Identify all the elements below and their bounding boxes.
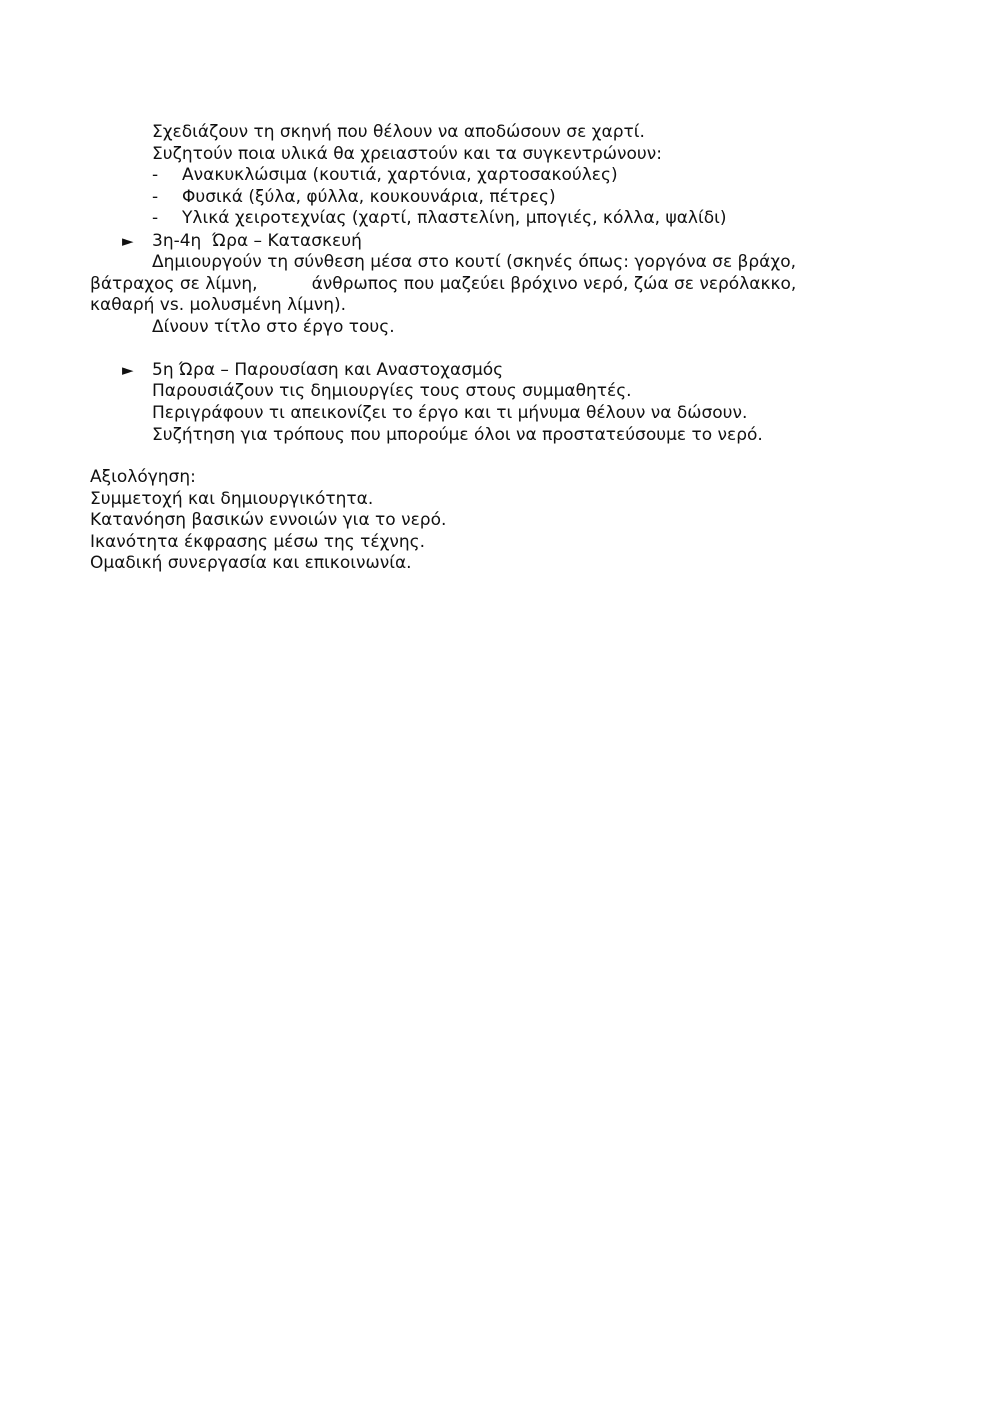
dash-bullet: -: [152, 165, 159, 185]
evaluation-item: Κατανόηση βασικών εννοιών για το νερό.: [90, 510, 447, 530]
list-item-text: Φυσικά (ξύλα, φύλλα, κουκουνάρια, πέτρες): [182, 187, 556, 207]
evaluation-item: Ικανότητα έκφρασης μέσω της τέχνης.: [90, 532, 426, 552]
section-heading: 3η-4η Ώρα – Κατασκευή: [152, 231, 362, 251]
dash-bullet: -: [152, 208, 159, 228]
paragraph-line: Δημιουργούν τη σύνθεση μέσα στο κουτί (σκηνές όπως: γοργόνα σε βράχο,: [152, 252, 797, 272]
paragraph-line: Παρουσιάζουν τις δημιουργίες τους στους συμμαθητές.: [152, 381, 632, 401]
evaluation-heading: Αξιολόγηση:: [90, 467, 196, 487]
list-item-text: Υλικά χειροτεχνίας (χαρτί, πλαστελίνη, μπογιές, κόλλα, ψαλίδι): [182, 208, 727, 228]
paragraph-line: Δίνουν τίτλο στο έργο τους.: [152, 317, 395, 337]
triangle-bullet-icon: ►: [122, 232, 134, 250]
section-heading: 5η Ώρα – Παρουσίαση και Αναστοχασμός: [152, 360, 504, 380]
dash-bullet: -: [152, 187, 159, 207]
paragraph-line: Συζήτηση για τρόπους που μπορούμε όλοι να προστατεύσουμε το νερό.: [152, 425, 763, 445]
evaluation-item: Ομαδική συνεργασία και επικοινωνία.: [90, 553, 412, 573]
evaluation-item: Συμμετοχή και δημιουργικότητα.: [90, 489, 374, 509]
paragraph-line: βάτραχος σε λίμνη, άνθρωπος που μαζεύει βρόχινο νερό, ζώα σε νερόλακκο,: [90, 274, 797, 294]
list-item-text: Ανακυκλώσιμα (κουτιά, χαρτόνια, χαρτοσακούλες): [182, 165, 618, 185]
intro-line-1: Σχεδιάζουν τη σκηνή που θέλουν να αποδώσουν σε χαρτί.: [152, 122, 645, 142]
triangle-bullet-icon: ►: [122, 361, 134, 379]
paragraph-line: καθαρή vs. μολυσμένη λίμνη).: [90, 295, 347, 315]
intro-line-2: Συζητούν ποια υλικά θα χρειαστούν και τα συγκεντρώνουν:: [152, 144, 662, 164]
paragraph-line: Περιγράφουν τι απεικονίζει το έργο και τι μήνυμα θέλουν να δώσουν.: [152, 403, 748, 423]
